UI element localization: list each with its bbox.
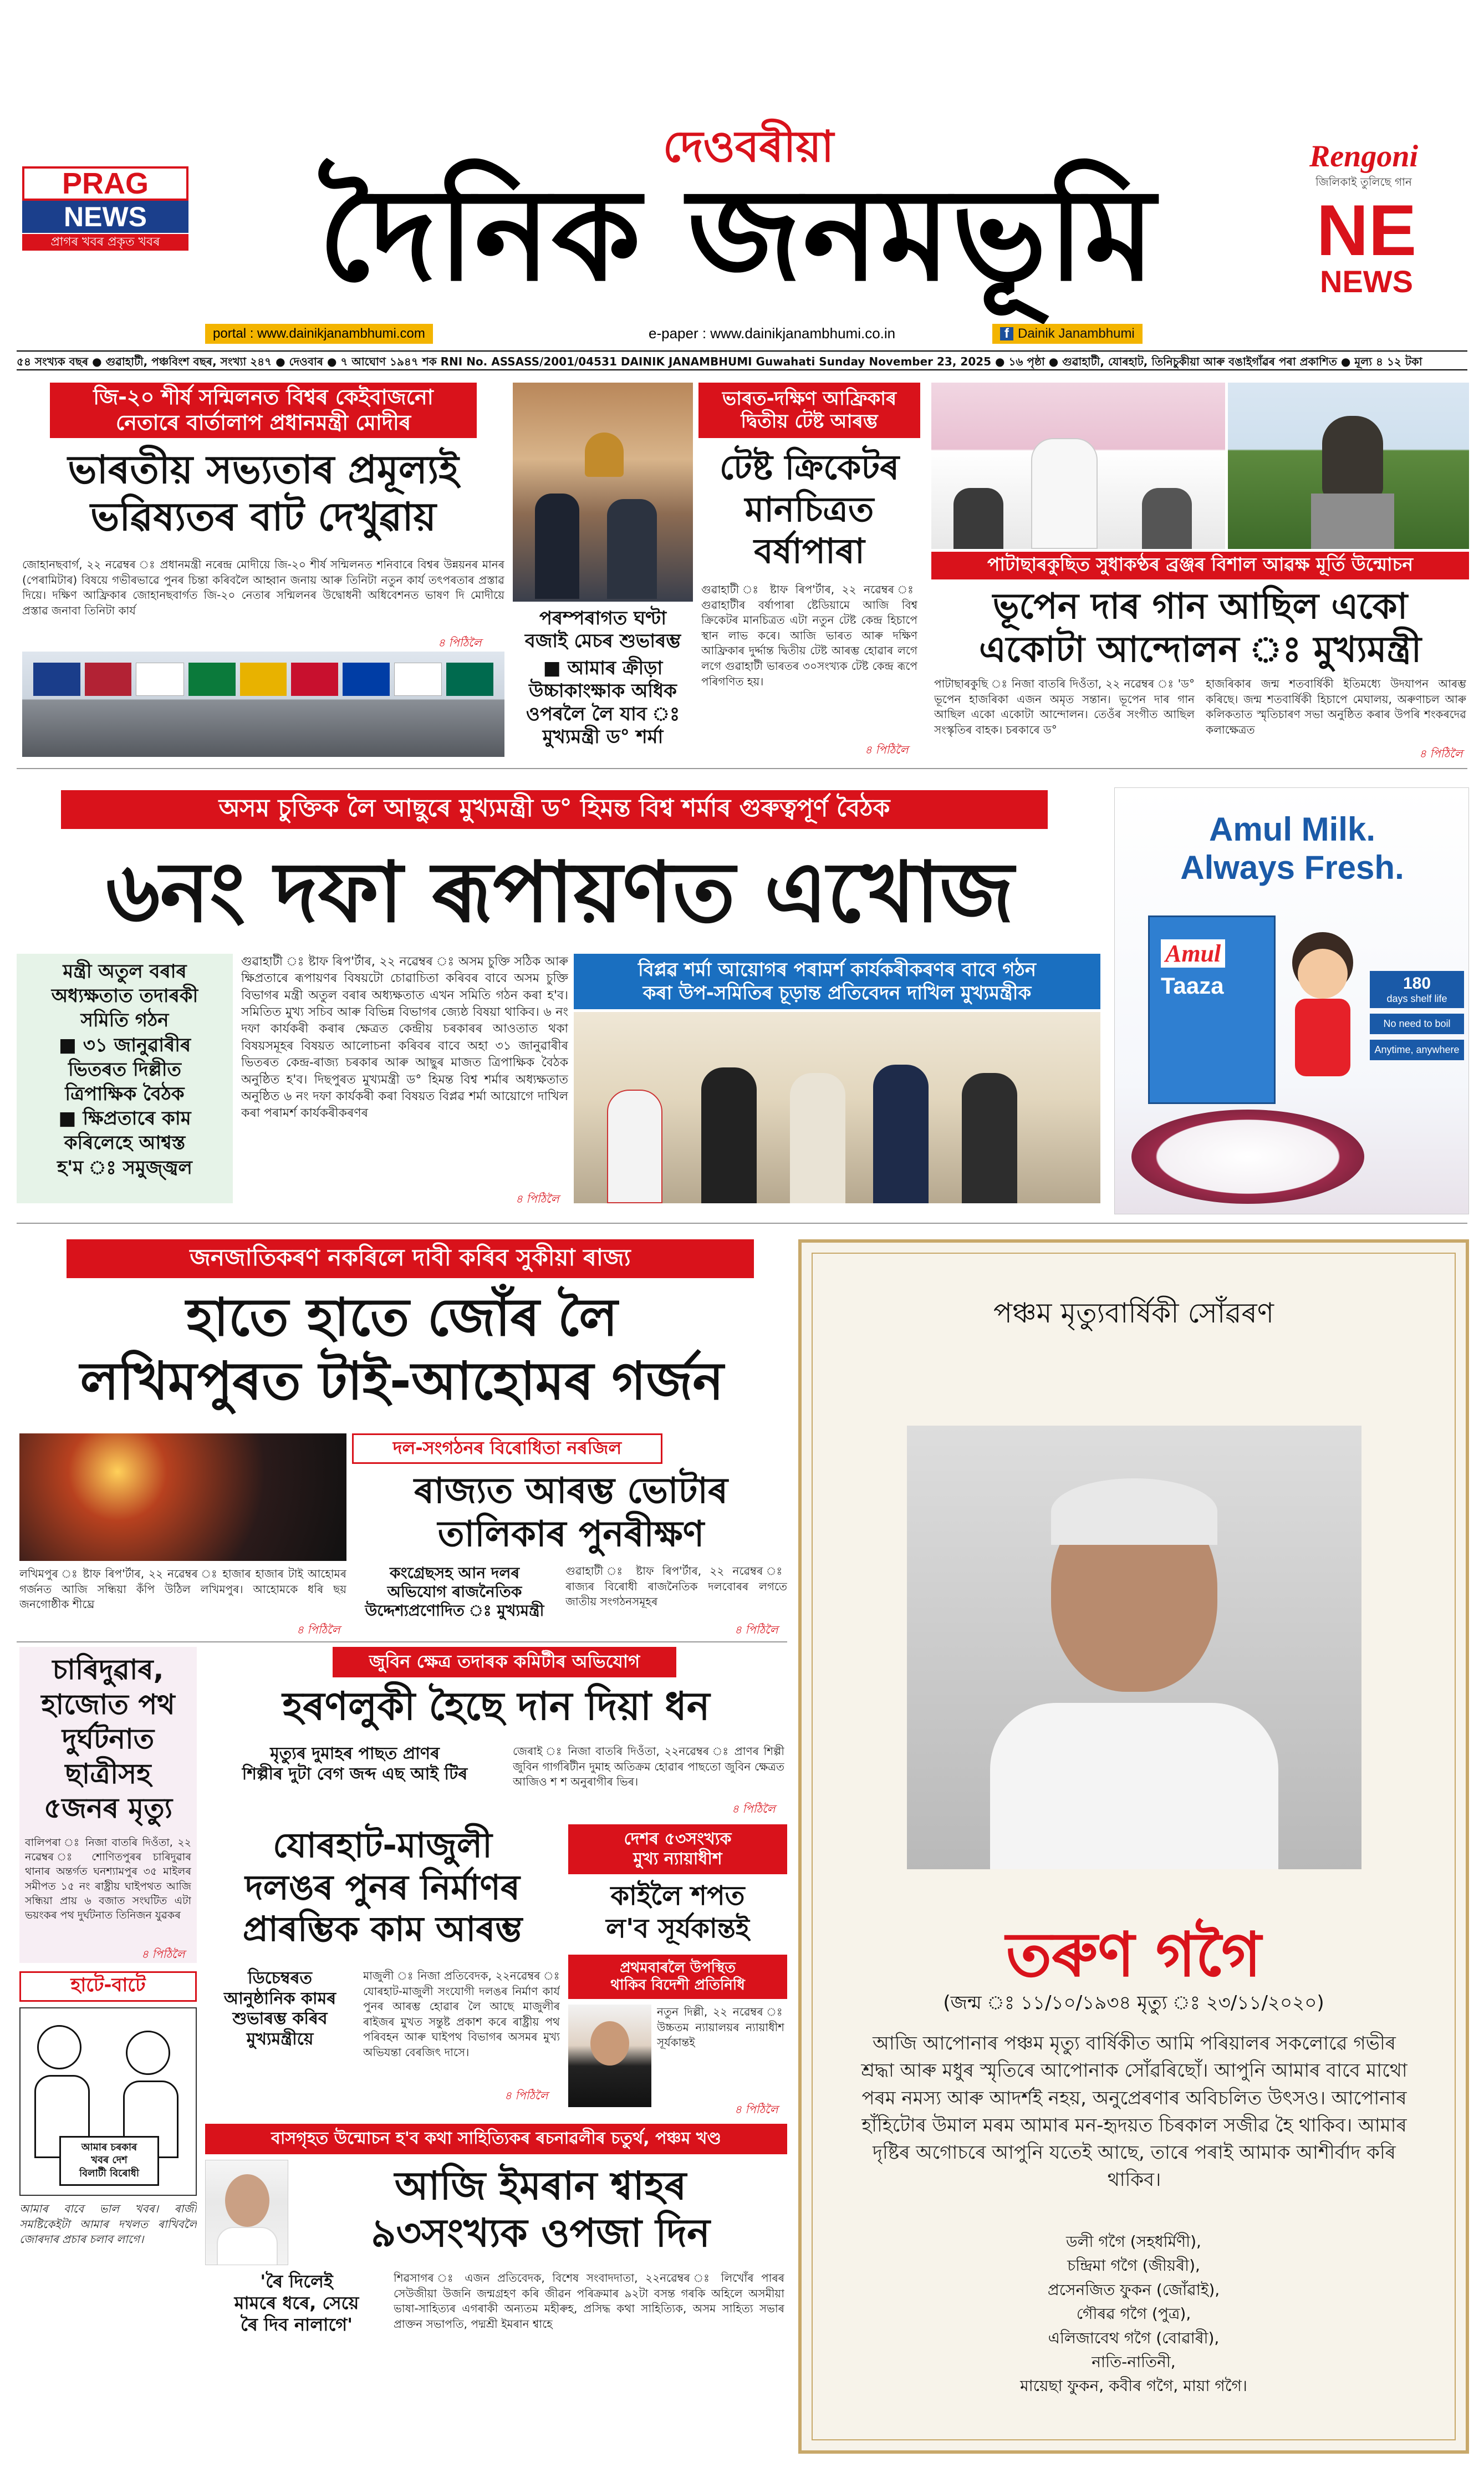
family-member: গৌৰৱ গগৈ (পুত্ৰ),: [1076, 2305, 1191, 2323]
headline-line: ৰাজ্যত আৰম্ভ ভোটাৰ: [414, 1471, 728, 1512]
story-majuli-body: মাজুলী ঃ নিজা প্ৰতিবেদক, ২২নৱেম্বৰ ঃ যোৰহাট-মাজুলী সংযোগী দলঙৰ নিৰ্মাণ কাৰ্য পুনৰ আৰম্ভ হোৱাৰ লৈ আছে মাজুলীৰ ৰাইজৰ মুখত সন্তুষ্ট প্ৰকাশ কৰে ৰাষ্ট্ৰীয় পথ পৰিবহন আৰু ঘাইপথ বিভাগৰ অসমৰ মুখ্য অভিযন্তা বেৰজিৎ দাসে।: [363, 1969, 560, 2059]
anytime-badge: Anytime, anywhere: [1370, 1040, 1464, 1060]
kicker-line: কৰা উপ-সমিতিৰ চূড়ান্ত প্ৰতিবেদন দাখিল মুখ্যমন্ত্ৰীক: [642, 982, 1032, 1004]
sub-line: কংগ্ৰেছসহ আন দলৰ: [389, 1564, 520, 1582]
memorial-tarun-gogoi: [798, 1239, 1469, 2454]
story-assam-accord: [17, 954, 1109, 1214]
headline-line: ৫জনৰ মৃত্যু: [43, 1792, 173, 1824]
sign-line: খবৰ দেশ: [91, 2154, 128, 2166]
sidebar-line: মন্ত্ৰী অতুল বৰাৰ: [63, 960, 187, 983]
sub-line: ডিচেম্বৰত: [248, 1968, 312, 1988]
bullet-line: ওপৰলৈ লৈ যাব ঃ: [526, 703, 680, 725]
story-bell: [513, 383, 693, 760]
sidebar-line: ভিতৰত দিল্লীত: [68, 1058, 182, 1081]
family-member: এলিজাবেথ গগৈ (বোৱাৰী),: [1048, 2328, 1220, 2347]
memorial-title: পঞ্চম মৃত্যুবাৰ্ষিকী সোঁৱৰণ: [993, 1297, 1274, 1329]
portal-link[interactable]: portal : www.dainikjanambhumi.com: [205, 324, 433, 344]
caption-line: পৰম্পৰাগত ঘণ্টা: [539, 607, 667, 629]
memorial-dates: (জন্ম ঃ ১১/১০/১৯৩৪ মৃত্যু ঃ ২৩/১১/২০২০): [943, 1992, 1324, 2014]
amul-slogan: [1115, 810, 1469, 887]
headline-line: একোটা আন্দোলন ঃ মুখ্যমন্ত্ৰী: [978, 629, 1422, 671]
story-bhupen-kicker: পাটাছাৰকুছিত সুধাকণ্ঠৰ ব্ৰঞ্জৰ বিশাল আৱক্ষ মূৰ্তি উন্মোচন: [931, 552, 1469, 579]
headline-line: ল'ব সূৰ্যকান্তই: [606, 1912, 749, 1944]
bullet-line: উচ্চাকাংক্ষাক অধিক: [529, 680, 677, 703]
sub-line: শুভাৰম্ভ কৰিব: [232, 2009, 328, 2029]
sign-line: বিলাটী বিৰোধী: [79, 2167, 140, 2179]
headline-line: কাইলৈ শপত: [610, 1880, 745, 1911]
slogan-line: Always Fresh.: [1180, 849, 1404, 886]
prag-tagline: প্ৰাগৰ খবৰ প্ৰকৃত খবৰ: [22, 234, 188, 251]
kicker-line: মুখ্য ন্যায়াধীশ: [633, 1849, 722, 1869]
cartoon-title: হাটে-বাটে: [19, 1971, 197, 2002]
story-imran-quote: [205, 2271, 388, 2336]
rengoni-tagline: জিলিকাই তুলিছে গান: [1315, 175, 1412, 189]
family-member: মায়েছা ফুকন, কবীৰ গগৈ, মায়া গগৈ।: [1020, 2377, 1247, 2395]
cartoon-sign: [59, 2136, 159, 2186]
story-cricket-body: গুৱাহাটী ঃ ষ্টাফ ৰিপ'ৰ্টাৰ, ২২ নৱেম্বৰ ঃ গুৱাহাটীৰ বৰ্ষাপাৰা ষ্টেডিয়ামে আজি বিশ্ব ক্ৰিকেটৰ মানচিত্ৰত এটা নতুন টেষ্ট কেন্দ্ৰ হিচাপে স্থান লাভ কৰে। আজি ভাৰত আৰু দক্ষিণ আফ্ৰিকাৰ দুৰ্দ্দান্ত দ্বিতীয় টেষ্ট আৰম্ভ হোৱাৰ লগে লগে গুৱাহাটী ভাৰতৰ ৩০সংখ্যক টেষ্ট কেন্দ্ৰ ৰূপে পৰিগণিত হয়।: [701, 583, 917, 688]
headline-line: লখিমপুৰত টাই-আহোমৰ গৰ্জন: [80, 1351, 724, 1412]
prag-news-logo: [22, 166, 188, 250]
facebook-icon: f: [1000, 327, 1013, 340]
headline-line: ভৱিষ্যতৰ বাট দেখুৱায়: [90, 494, 436, 540]
family-member: প্ৰসেনজিত ফুকন (জোঁৱাই),: [1047, 2280, 1220, 2299]
ne-logo-top: NE: [1316, 190, 1417, 271]
sidebar-line: ■ ক্ষিপ্ৰতাৰে কাম: [58, 1107, 191, 1130]
sub-line: আনুষ্ঠানিক কামৰ: [223, 1988, 336, 2008]
story-cricket: [698, 383, 920, 760]
headline-line: ভাৰতীয় সভ্যতাৰ প্ৰমূল্যই: [68, 447, 459, 492]
continued-link[interactable]: ৪ পিঠিলৈ: [438, 636, 482, 649]
memorial-family-list: [802, 2230, 1466, 2398]
continued-link[interactable]: ৪ পিঠিলৈ: [735, 1623, 778, 1636]
dateline: ৫৪ সংখ্যক বছৰ ● গুৱাহাটী, পঞ্চবিংশ বছৰ, সংখ্যা ২৪৭ ● দেওবাৰ ● ৭ আঘোণ ১৯৪৭ শক RNI No. ASSASS/2001/04531 DAINIK JANAMBHUMI Guwahati Sunday November 23, 2025 ● ১৬ পৃষ্ঠা ● গুৱাহাটী, যোৰহাট, তিনিচুকীয়া আৰু বঙাইগাঁৱৰ পৰা প্ৰকাশিত ● মূল্য ৪ ১২ টকা: [17, 350, 1467, 370]
amul-badges: [1370, 971, 1464, 1060]
epaper-link[interactable]: e-paper : www.dainikjanambhumi.co.in: [649, 325, 896, 342]
tarun-gogoi-photo: [907, 1426, 1361, 1869]
quote-line: 'ৰৈ দিলেই: [260, 2271, 333, 2292]
web-strip: [205, 322, 1242, 346]
continued-link[interactable]: ৪ পিঠিলৈ: [1419, 747, 1463, 760]
headline-line: যোৰহাট-মাজুলী: [273, 1825, 492, 1865]
row-divider: [17, 768, 1467, 769]
continued-link[interactable]: ৪ পিঠিলৈ: [504, 2089, 548, 2102]
story-zubin-kicker: জুবিন ক্ষেত্ৰ তদাৰক কমিটীৰ অভিযোগ: [333, 1647, 676, 1677]
headline-line: মানচিত্ৰত: [744, 489, 874, 530]
accord-photo-kicker: [574, 954, 1100, 1009]
report-submission-photo: [574, 1012, 1100, 1203]
headline-line: টেষ্ট ক্ৰিকেটৰ: [719, 447, 900, 487]
story-cji-headline: [568, 1880, 787, 1945]
cartoon-caption: আমাৰ বাবে ভাল খবৰ। ৰাজী সমষ্টিকেইটা আমাৰ দখলত ৰাখিবলৈ জোৰদাৰ প্ৰচাৰ চলাব লাগে।: [19, 2202, 197, 2246]
headline-line: হাতে হাতে জোঁৰ লৈ: [186, 1288, 618, 1348]
story-voter-list: [352, 1433, 790, 1639]
story-g20-body: জোহানছবাৰ্গ, ২২ নৱেম্বৰ ঃ প্ৰধানমন্ত্ৰী নৰেন্দ্ৰ মোদীয়ে জি-২০ শীৰ্ষ সন্মিলনত শনিবাৰে বিশ্বৰ উন্নয়নৰ মানৰ (পেৰামিটাৰ) বিষয়ে গভীৰভাৱে পুনৰ চিন্তা কৰিবলৈ আহ্বান জনায় আৰু তিনিটা নতুন কাৰ্য তৎপৰতাৰ প্ৰস্তাৱ দিয়ে। দক্ষিণ আফ্ৰিকাৰ জোহানছবাৰ্গত জি-২০ নেতাৰ সন্মিলনৰ উদ্বোধনী অধিবেশনত ভাষণ দি মোদীয়ে প্ৰস্তাৱ জনাবা তিনিটা কাৰ্য: [22, 558, 504, 617]
sub-line: উদ্দেশ্যপ্ৰণোদিত ঃ মুখ্যমন্ত্ৰী: [365, 1601, 544, 1620]
continued-link[interactable]: ৪ পিঠিলৈ: [297, 1623, 340, 1636]
story-majuli-bridge: [205, 1824, 560, 2118]
row-divider: [17, 1641, 787, 1642]
berry-bowl-image: [1131, 1110, 1364, 1204]
story-tai-ahom-headline: [17, 1286, 787, 1413]
cartoon-hate-bate: [19, 1971, 197, 2282]
continued-link[interactable]: ৪ পিঠিলৈ: [735, 2103, 778, 2116]
prag-logo-top: PRAG: [22, 166, 188, 201]
kicker-line: জি-২০ শীৰ্ষ সন্মিলনত বিশ্বৰ কেইবাজনো: [93, 385, 434, 410]
facebook-label: Dainik Janambhumi: [1018, 326, 1135, 341]
headline-line: দলঙৰ পুনৰ নিৰ্মাণৰ: [245, 1866, 520, 1908]
family-member: চন্দ্ৰিমা গগৈ (জীয়ৰী),: [1067, 2256, 1200, 2275]
headline-line: ছাত্ৰীসহ: [65, 1757, 151, 1790]
story-chief-justice: [568, 1824, 787, 2118]
story-imran-shah: [205, 2124, 787, 2451]
headline-line: তালিকাৰ পুনৰীক্ষণ: [437, 1514, 705, 1555]
banner-headline: ৬নং দফা ৰূপায়ণত এখোজ: [106, 845, 1014, 941]
continued-link[interactable]: ৪ পিঠিলৈ: [865, 743, 909, 756]
sidebar-line: ত্ৰিপাক্ষিক বৈঠক: [65, 1082, 185, 1105]
cartoon-illustration: [19, 2007, 197, 2196]
story-zubin: [205, 1647, 787, 1819]
caption-line: বজাই মেচৰ শুভাৰম্ভ: [524, 630, 681, 653]
sub-line: শিল্পীৰ দুটা বেগ জব্দ এছ আই টিৰ: [242, 1764, 468, 1784]
bell-ringing-photo: [513, 383, 693, 602]
continued-link[interactable]: ৪ পিঠিলৈ: [732, 1802, 776, 1815]
headline-line: ভূপেন দাৰ গান আছিল একো: [992, 586, 1408, 627]
kicker-line: দেশৰ ৫৩সংখ্যক: [624, 1829, 732, 1849]
kicker-line: দ্বিতীয় টেষ্ট আৰম্ভ: [741, 410, 878, 433]
ne-logo-bottom: NEWS: [1320, 264, 1413, 299]
story-tai-ahom-body: লখিমপুৰ ঃ ষ্টাফ ৰিপ'ৰ্টাৰ, ২২ নৱেম্বৰ ঃ হাজাৰ হাজাৰ টাই আহোমৰ গৰ্জনত আজি সন্ধিয়া কঁপি উঠিল লখিমপুৰ। আহোমকে ধৰি ছয় জনগোষ্ঠীক শীঘ্ৰে: [19, 1567, 346, 1611]
masthead-subtitle: দেওবৰীয়া: [662, 122, 834, 172]
torch-rally-photo: [19, 1433, 346, 1561]
headline-line: বৰ্ষাপাৰা: [754, 531, 865, 572]
story-g20-headline: [17, 446, 510, 541]
sidebar-line: কৰিলেহে আশ্বস্ত: [64, 1132, 186, 1154]
bhupen-statue-photo: [1228, 383, 1469, 549]
sidebar-line: হ'ম ঃ সমুজ্জ্বল: [57, 1156, 192, 1179]
sign-line: আমাৰ চৰকাৰ: [81, 2142, 137, 2153]
kicker-line: প্ৰথমবাৰলৈ উপস্থিত: [620, 1959, 736, 1976]
story-bhupen-headline: [931, 585, 1469, 672]
banner-kicker: অসম চুক্তিক লৈ আছুৰে মুখ্যমন্ত্ৰী ড° হিমন্ত বিশ্ব শৰ্মাৰ গুৰুত্বপূৰ্ণ বৈঠক: [61, 790, 1048, 829]
accord-body: গুৱাহাটী ঃ ষ্টাফ ৰিপ'ৰ্টাৰ, ২২ নৱেম্বৰ ঃ অসম চুক্তি সঠিক আৰু ক্ষিপ্ৰতাৰে ৰূপায়ণৰ বিষয়টো চোৱাচিতা কৰিবৰ বাবে অসম চুক্তি বিভাগৰ মন্ত্ৰী অতুল বৰাৰ অধ্যক্ষতাত এখন সমিতি গঠন কৰা হ'ব। সমিতিত মুখ্য সচিব আৰু বিভিন্ন বিভাগৰ জ্যেষ্ঠ বিষয়া থাকিব। ৬ নং দফা কাৰ্যকৰী কৰাৰ ক্ষেত্ৰত কেন্দ্ৰীয় চৰকাৰৰ আওতাত থকা বিষয়সমূহৰ বিষয়ত আলোচনা কৰিবৰ বাবে অহা ৩১ জানুৱাৰীৰ ভিতৰত কেন্দ্ৰ-ৰাজ্য চৰকাৰ আৰু আছুৰ মাজত ত্ৰিপাক্ষিক বৈঠক অনুষ্ঠিত হ'ব। দিছপুৰত মুখ্যমন্ত্ৰী ড° হিমন্ত বিশ্ব শৰ্মাৰ অধ্যক্ষতাত অনুষ্ঠিত ৬ নং দফা কাৰ্যকৰী কৰা বিষয়ত বিপ্লৱ শৰ্মা আয়োগে দাখিল কৰা পৰামৰ্শ কাৰ্যকৰীকৰণৰ: [241, 955, 568, 1121]
sidebar-line: ■ ৩১ জানুৱাৰীৰ: [58, 1034, 191, 1056]
bell-bullet: [513, 657, 693, 749]
sub-line: মুখ্যমন্ত্ৰীয়ে: [246, 2029, 314, 2049]
story-cji-kicker2: [568, 1955, 787, 1999]
row-divider: [17, 1223, 1467, 1224]
continued-link[interactable]: ৪ পিঠিলৈ: [141, 1947, 185, 1961]
story-cji-body: নতুন দিল্লী, ২২ নৱেম্বৰ ঃ উচ্চতম ন্যায়ালয়ৰ ন্যায়াধীশ সূৰ্যকান্তই: [657, 2005, 784, 2049]
story-g20: [17, 383, 510, 760]
rengoni-brand: Rengoni: [1309, 139, 1419, 174]
story-bhupen: [931, 383, 1469, 760]
badge-days: 180: [1403, 974, 1431, 993]
story-tai-ahom-kicker: জনজাতিকৰণ নকৰিলে দাবী কৰিব সুকীয়া ৰাজ্য: [67, 1239, 754, 1278]
memorial-name: তৰুণ গগৈ: [1006, 1919, 1262, 1990]
story-majuli-sub: [205, 1968, 355, 2049]
story-majuli-headline: [205, 1824, 560, 1950]
story-zubin-body: জেৰাই ঃ নিজা বাতৰি দিওঁতা, ২২নৱেম্বৰ ঃ প্ৰাণৰ শিল্পী জুবিন গাৰ্গৰিটীন দুমাহ অতিক্ৰম হোৱাৰ পাছতো জুবিন ক্ষেত্ৰত আজিও শ শ অনুৰাগীৰ ভিৰ।: [513, 1744, 784, 1789]
amul-pack: [1148, 915, 1276, 1104]
story-accident-body: বালিপৰা ঃ নিজা বাতৰি দিওঁতা, ২২ নৱেম্বৰ ঃ শোণিতপুৰৰ চাৰিদুৱাৰ থানাৰ অন্তৰ্গত ঘনশ্যামপুৰ ৩৫ মাইলৰ সমীপত ১৫ নং ৰাষ্ট্ৰীয় ঘাইপথত আজি সন্ধিয়া প্ৰায় ৬ বজাত সংঘটিত এটা ভয়ংকৰ পথ দুৰ্ঘটনাত তিনিজন যুৱকৰ: [25, 1837, 191, 1922]
surya-kant-photo: [568, 2005, 651, 2107]
continued-link[interactable]: ৪ পিঠিলৈ: [516, 1192, 559, 1205]
no-boil-badge: No need to boil: [1370, 1014, 1464, 1034]
headline-line: ৯৩সংখ্যক ওপজা দিন: [371, 2210, 710, 2256]
family-member: ডলী গগৈ (সহধৰ্মিণী),: [1066, 2232, 1201, 2251]
amul-advertisement[interactable]: [1114, 787, 1469, 1214]
masthead: [0, 0, 1484, 368]
story-voter-sub: [352, 1564, 557, 1620]
shelf-life-badge: [1370, 971, 1464, 1008]
story-road-accident: [19, 1647, 197, 1963]
quote-line: মামৰে ধৰে, সেয়ে: [234, 2292, 359, 2314]
accord-sidebar-text: [19, 959, 230, 1180]
headline-line: আজি ইমৰান শ্বাহৰ: [394, 2163, 687, 2209]
story-voter-body: গুৱাহাটী ঃ ষ্টাফ ৰিপ'ৰ্টাৰ, ২২ নৱেম্বৰ ঃ ৰাজ্যৰ বিৰোধী ৰাজনৈতিক দলবোৰৰ লগতে জাতীয় সংগঠনসমূহৰ: [565, 1564, 787, 1609]
headline-line: হাজোত পথ: [41, 1688, 175, 1721]
cm-speech-photo: [931, 383, 1225, 549]
story-cji-kicker: [568, 1824, 787, 1874]
badge-text: days shelf life: [1386, 993, 1447, 1004]
slogan-line: Amul Milk.: [1208, 811, 1376, 848]
memorial-message: আজি আপোনাৰ পঞ্চম মৃত্যু বাৰ্ষিকীত আমি পৰিয়ালৰ সকলোৱে গভীৰ শ্ৰদ্ধা আৰু মধুৰ স্মৃতিৰে আপোনাক সোঁৱৰিছোঁ। আপুনি আমাৰ বাবে মাথো পৰম নমস্য আৰু আদৰ্শই নহয়, অনুপ্ৰেৰণাৰ অবিচলিত উৎসও। আপোনাৰ হাঁহিটোৰ উমাল মৰম আমাৰ মন-হৃদয়ত চিৰকাল সজীৱ হৈ থাকিব। আমাৰ দৃষ্টিৰ অগোচৰে আপুনি যতেই আছে, তাৰে পৰাই আমাক আশীৰ্বাদ কৰি থাকিব।: [861, 2032, 1407, 2191]
story-voter-headline: [352, 1469, 790, 1556]
kicker-line: বিপ্লৱ শৰ্মা আয়োগৰ পৰামৰ্শ কাৰ্যকৰীকৰণৰ বাবে গঠন: [638, 958, 1036, 981]
sub-line: অভিযোগ ৰাজনৈতিক: [387, 1583, 522, 1601]
prag-logo-bottom: NEWS: [22, 201, 188, 233]
quote-line: ৰৈ দিব নালাগে': [240, 2314, 353, 2336]
headline-line: চাৰিদুৱাৰ,: [52, 1654, 164, 1686]
amul-product: Taaza: [1161, 973, 1224, 999]
amul-girl-mascot: [1281, 932, 1364, 1076]
facebook-link[interactable]: [992, 324, 1143, 344]
sub-line: মৃত্যুৰ দুমাহৰ পাছত প্ৰাণৰ: [270, 1744, 440, 1763]
bullet-line: ■ আমাৰ ক্ৰীড়া: [543, 657, 663, 679]
family-member: নাতি-নাতিনী,: [1092, 2352, 1176, 2371]
story-zubin-headline: হৰণলুকী হৈছে দান দিয়া ধন: [282, 1683, 710, 1729]
story-imran-kicker: বাসগৃহত উন্মোচন হ'ব কথা সাহিত্যিকৰ ৰচনাৱলীৰ চতুৰ্থ, পঞ্চম খণ্ড: [205, 2124, 787, 2154]
kicker-line: নেতাৰে বাৰ্তালাপ প্ৰধানমন্ত্ৰী মোদীৰ: [115, 410, 411, 435]
headline-line: প্ৰাৰম্ভিক কাম আৰম্ভ: [242, 1909, 523, 1950]
story-g20-kicker: [50, 383, 477, 438]
masthead-title: দৈনিক জনমভূমি: [318, 161, 1156, 309]
headline-line: দুৰ্ঘটনাত: [62, 1723, 155, 1755]
kicker-line: থাকিব বিদেশী প্ৰতিনিধি: [610, 1977, 745, 1993]
kicker-line: ভাৰত-দক্ষিণ আফ্ৰিকাৰ: [722, 388, 897, 410]
story-bhupen-body-left: পাটাছাৰকুছি ঃ নিজা বাতৰি দিওঁতা, ২২ নৱেম্বৰ ঃ 'ড° ভূপেন হাজৰিকা এজন অমৃত সন্তান। ভূপেন দাৰ গান আছিল একো একোটা আন্দোলন। তেওঁৰ সংগীত আছিল সংস্কৃতিৰ বাহক। চৰকাৰে ড°: [934, 677, 1195, 736]
accord-sidebar: [17, 954, 233, 1203]
story-bhupen-body-right: হাজৰিকাৰ জন্ম শতবাৰ্ষিকী ইতিমধ্যে উদযাপন আৰম্ভ কৰিছে। জন্ম শতবাৰ্ষিকী হিচাপে মেঘালয়, অৰুণাচল আৰু কলিকতাত স্মৃতিচাৰণ সভা অনুষ্ঠিত কৰাৰ উপৰি শংকৰদেৱ কলাক্ষেত্ৰত: [1206, 677, 1466, 736]
imran-shah-photo: [205, 2160, 288, 2265]
sidebar-line: অধ্যক্ষতাত তদাৰকী: [51, 985, 198, 1008]
story-voter-kicker: দল-সংগঠনৰ বিৰোধিতা নৰজিল: [352, 1433, 662, 1464]
ne-news-logo: [1297, 190, 1436, 305]
story-zubin-sub: [205, 1744, 504, 1784]
story-accident-headline: [22, 1652, 194, 1826]
amul-brand: Amul: [1161, 939, 1225, 968]
sidebar-line: সমিতি গঠন: [80, 1009, 169, 1032]
story-cricket-kicker: [698, 383, 920, 438]
rengoni-logo: [1269, 139, 1458, 189]
story-imran-headline: [294, 2163, 787, 2257]
story-cricket-headline: [698, 446, 920, 572]
g20-leaders-photo: [22, 652, 504, 757]
story-imran-body: শিৱসাগৰ ঃ এজন প্ৰতিবেদক, বিশেষ সংবাদদাতা, ২২নৱেম্বৰ ঃ লিখোঁৰ পাৰৰ সেউজীয়া উজনি জন্মগ্ৰহণ কৰি জীৱন পৰিক্ৰমাৰ ৯২টা বসন্ত গৰকি অহিলে অসমীয়া ভাষা-সাহিত্যৰ এগৰাকী অন্যতম মহীৰুহ, প্ৰসিদ্ধ কথা সাহিত্যিক, অসম সাহিত্য সভাৰ প্ৰাক্তন সভাপতি, পদ্মশ্ৰী ইমৰান শ্বাহে: [394, 2271, 784, 2331]
bell-caption: [513, 607, 693, 653]
bullet-line: মুখ্যমন্ত্ৰী ড° শৰ্মা: [542, 726, 664, 749]
